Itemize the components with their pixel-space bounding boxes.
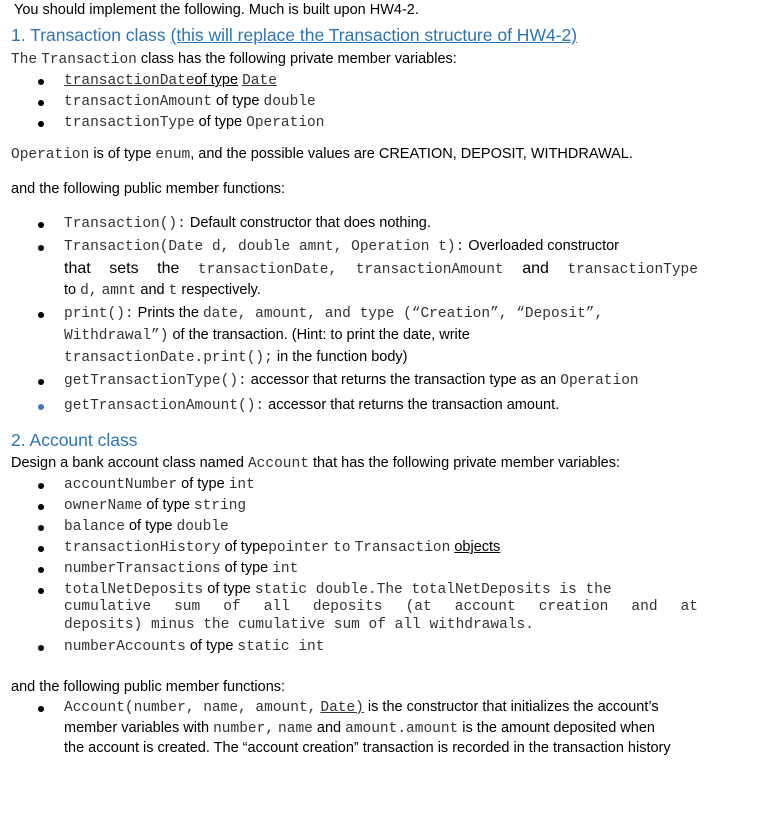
bullet <box>38 546 44 552</box>
text: is the amount deposited when <box>462 720 655 736</box>
member-number-transactions <box>64 560 298 577</box>
member-name: numberTransactions <box>64 561 221 577</box>
function-overloaded-line3 <box>64 282 261 299</box>
operation-values: , and the possible values are CREATION, DEPOSIT, WITHDRAWAL. <box>190 146 633 162</box>
text: and <box>140 282 165 298</box>
code: amount. <box>345 721 407 737</box>
section2-title: Account class <box>29 430 138 450</box>
text: in the function body) <box>276 349 408 365</box>
function-description: Default constructor that does nothing. <box>189 215 431 231</box>
member-account-number <box>64 476 255 493</box>
text: member variables with <box>64 720 210 736</box>
member-name: transactionType <box>64 115 195 131</box>
function-signature: Transaction(Date d, double amnt, Operation t): <box>64 239 465 255</box>
code: Date) <box>320 700 364 716</box>
member-of: of type <box>215 93 260 109</box>
text: that sets the <box>64 260 180 277</box>
lead-rest: class has the following private member variables: <box>140 51 457 67</box>
member-of: of type <box>224 560 269 576</box>
bullet <box>38 504 44 510</box>
member-type: int <box>228 477 255 493</box>
operation-description <box>11 146 633 163</box>
member-name: transactionDate <box>64 73 195 89</box>
intro-text: You should implement the following. Much is built upon HW4-2. <box>14 2 419 18</box>
word: and <box>631 599 658 615</box>
bullet <box>38 645 44 651</box>
word: sum <box>174 599 201 615</box>
member-total-net-deposits-line2 <box>64 599 698 615</box>
member-transaction-type <box>64 114 324 131</box>
text: Prints the <box>137 305 199 321</box>
member-type: double <box>263 94 316 110</box>
member-name: ownerName <box>64 498 143 514</box>
section2-number: 2. <box>11 430 26 450</box>
text: Design a bank account class named <box>11 455 244 471</box>
member-name: transactionAmount <box>64 94 212 110</box>
section1-title: Transaction class <box>30 25 166 45</box>
member-of: of type <box>189 638 234 654</box>
word: deposits <box>312 599 383 615</box>
member-name: balance <box>64 519 125 535</box>
bullet <box>38 312 44 318</box>
function-description: is the constructor that initializes the account’s <box>367 699 659 715</box>
code: Withdrawal”) <box>64 328 169 344</box>
word: cumulative <box>64 599 152 615</box>
member-total-net-deposits-line3: deposits) minus the cumulative sum of all withdrawals. <box>64 617 534 633</box>
lead-class-name: Transaction <box>41 52 137 68</box>
bullet <box>38 121 44 127</box>
code: name <box>278 721 313 737</box>
word: (at <box>405 599 432 615</box>
code: Account <box>247 456 309 472</box>
member-transaction-date <box>64 72 277 89</box>
code: date, amount, and type (“Creation”, “Deposit”, <box>202 306 604 322</box>
bullet <box>38 525 44 531</box>
word: all <box>263 599 290 615</box>
member-number-accounts <box>64 638 324 655</box>
bullet <box>38 588 44 594</box>
bullet <box>38 222 44 228</box>
code: transactionType <box>567 262 698 278</box>
bullet <box>38 567 44 573</box>
function-print-line3 <box>64 349 407 366</box>
member-type: Date <box>242 73 277 89</box>
bullet <box>38 245 44 251</box>
word: of <box>223 599 241 615</box>
member-name: totalNetDeposits <box>64 582 204 598</box>
text: (Hint: to print the date, write <box>291 327 470 343</box>
text: that has the following private member variables: <box>312 455 621 471</box>
function-signature: print(): <box>64 306 134 322</box>
code: t <box>168 283 178 299</box>
bullet <box>38 404 44 410</box>
text: and <box>522 260 549 277</box>
code: amount <box>406 721 459 737</box>
function-account-constructor <box>64 699 659 716</box>
code: transactionAmount <box>355 262 504 278</box>
section1-number: 1. <box>11 25 26 45</box>
code: number, <box>213 721 275 737</box>
code: to <box>333 540 351 556</box>
member-type: double <box>176 519 229 535</box>
member-of: of type <box>207 581 251 597</box>
function-account-constructor-line2 <box>64 720 655 737</box>
member-type: Operation <box>246 115 325 131</box>
operation-is: is of type <box>93 146 152 162</box>
member-balance <box>64 518 229 535</box>
function-account-constructor-line3: the account is created. The “account creation” transaction is recorded in the transaction history <box>64 740 671 756</box>
bullet <box>38 379 44 385</box>
function-signature: getTransactionAmount(): <box>64 398 265 414</box>
member-of: of type <box>194 72 239 88</box>
functions-intro: and the following public member functions: <box>11 181 286 197</box>
member-name: numberAccounts <box>64 639 186 655</box>
objects-link[interactable]: objects <box>454 539 501 555</box>
function-signature: Account(number, name, amount, <box>64 700 317 716</box>
member-total-net-deposits <box>64 581 612 598</box>
member-owner-name <box>64 497 246 514</box>
text: and <box>316 720 342 736</box>
operation-name: Operation <box>11 147 90 163</box>
function-get-transaction-amount <box>64 397 559 414</box>
member-type: int <box>272 561 299 577</box>
function-description: accessor that returns the transaction type as an <box>250 372 557 388</box>
member-transaction-history <box>64 539 500 556</box>
function-description: Overloaded constructor <box>468 238 620 254</box>
word: account <box>454 599 516 615</box>
member-type: Transaction <box>354 540 451 556</box>
word: creation <box>538 599 609 615</box>
member-of: of type <box>128 518 173 534</box>
function-default-constructor <box>64 215 431 232</box>
member-of: of type <box>146 497 190 513</box>
section2-functions-intro: and the following public member functions: <box>11 679 286 695</box>
text: to <box>64 282 77 298</box>
member-of: of type <box>224 539 269 555</box>
bullet <box>38 79 44 85</box>
member-type: static int <box>237 639 325 655</box>
member-transaction-amount <box>64 93 316 110</box>
member-of: of type <box>181 476 225 492</box>
function-overloaded-line2 <box>64 260 698 278</box>
function-print-line2 <box>64 327 470 344</box>
bullet <box>38 706 44 712</box>
section1-heading <box>11 25 577 46</box>
word: at <box>680 599 698 615</box>
function-get-transaction-type <box>64 372 639 389</box>
lead-the: The <box>11 52 38 68</box>
function-print <box>64 305 603 322</box>
text: of the transaction. <box>172 327 288 343</box>
function-signature: Transaction(): <box>64 216 186 232</box>
function-description: accessor that returns the transaction amount. <box>268 397 560 413</box>
member-type: static double.The totalNetDeposits is the <box>254 582 612 598</box>
member-name: transactionHistory <box>64 540 221 556</box>
bullet <box>38 100 44 106</box>
code: Operation <box>560 373 639 389</box>
section1-lead <box>11 51 457 68</box>
text: respectively. <box>181 282 261 298</box>
code: amnt <box>101 283 137 299</box>
member-name: accountNumber <box>64 477 178 493</box>
bullet <box>38 483 44 489</box>
code: transactionDate.print(); <box>64 350 273 366</box>
code: d, <box>80 283 98 299</box>
section2-heading <box>11 430 137 451</box>
operation-enum: enum <box>155 147 191 163</box>
code: transactionDate, <box>197 262 338 278</box>
section1-link[interactable]: (this will replace the Transaction structure of HW4-2) <box>170 25 578 45</box>
code: pointer <box>268 540 330 556</box>
member-of: of type <box>198 114 243 130</box>
member-type: string <box>193 498 247 514</box>
section2-lead <box>11 455 620 472</box>
function-signature: getTransactionType(): <box>64 373 247 389</box>
function-overloaded-constructor <box>64 238 619 255</box>
